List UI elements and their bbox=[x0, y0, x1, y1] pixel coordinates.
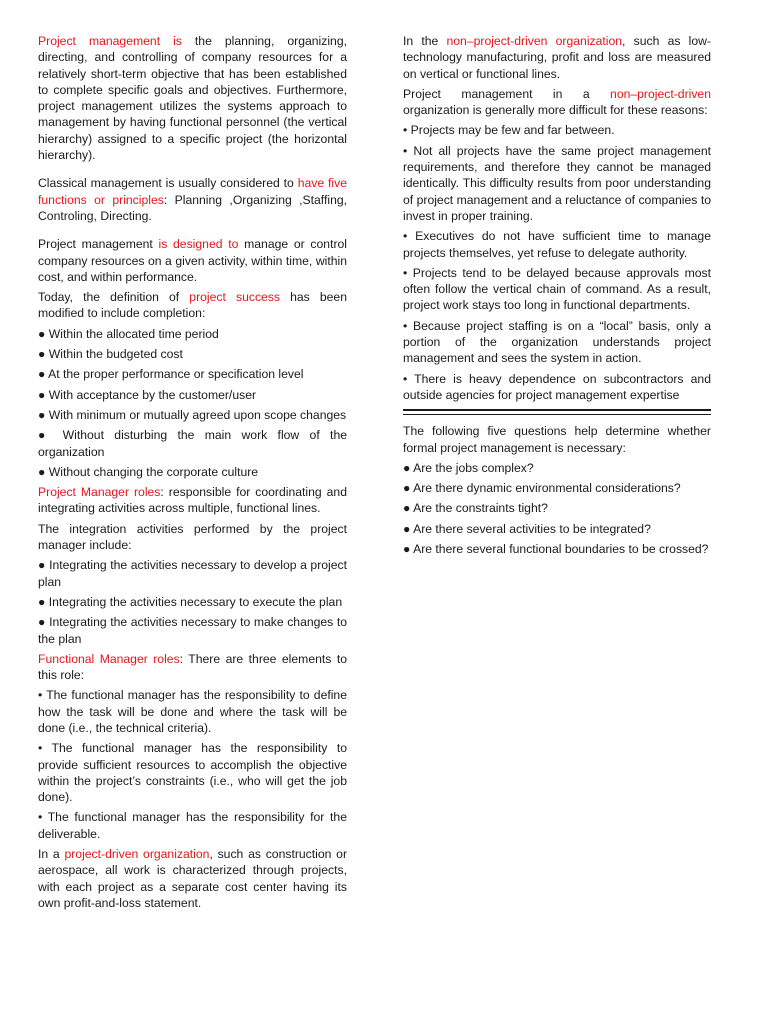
bullet-item: • Not all projects have the same project management requirements, and therefore they cannot be managed identically. This difficulty results from poor understanding of project management and a reluctance of companies to invest in proper training. bbox=[403, 143, 711, 223]
bullet-item: ● Integrating the activities necessary to execute the plan bbox=[38, 594, 343, 609]
bullet-item: ● Are the jobs complex? bbox=[403, 460, 534, 475]
paragraph-pm-roles: Project Manager roles: responsible for coordinating and integrating activities across multiple, functional lines. bbox=[38, 485, 347, 516]
paragraph-non-project-driven: In the non–project-driven organization, such as low-technology manufacturing, profit and loss are measured on vertical or functional lines. bbox=[403, 34, 711, 81]
bullet-item: ● Within the budgeted cost bbox=[38, 347, 183, 362]
highlight-term: have five functions or principles bbox=[38, 176, 347, 207]
bullet-item: • The functional manager has the responsibility for the deliverable. bbox=[38, 810, 347, 841]
paragraph-project-driven: In a project-driven organization, such as construction or aerospace, all work is characterized through projects, with each project as a separate cost center having its own profit-and-loss statement. bbox=[38, 847, 348, 910]
bullet-item: ● At the proper performance or specification level bbox=[38, 367, 304, 382]
bullet-item: ● Within the allocated time period bbox=[38, 326, 219, 341]
bullet-item: • The functional manager has the responsibility to provide sufficient resources to accomplish the objective within the project’s constraints (i.e., who will get the job done). bbox=[38, 741, 347, 805]
bullet-item: ● With minimum or mutually agreed upon scope changes bbox=[38, 407, 347, 422]
bullet-item: • Projects may be few and far between. bbox=[403, 123, 615, 138]
bullet-item: ● Are the constraints tight? bbox=[403, 501, 548, 516]
paragraph-integration-activities: The integration activities performed by the project manager include: bbox=[38, 521, 347, 553]
right-column bbox=[403, 33, 711, 561]
bullet-item: ● Are there several functional boundaries to be crossed? bbox=[403, 542, 709, 557]
paragraph-project-success: Today, the definition of project success has been modified to include completion: bbox=[38, 290, 347, 321]
bullet-item: ● Are there dynamic environmental considerations? bbox=[403, 481, 681, 496]
paragraph-difficulty-reasons: Project management in a non–project-driven organization is generally more difficult for these reasons: bbox=[403, 86, 711, 118]
highlight-term: Functional Manager roles bbox=[38, 651, 180, 666]
highlight-term: non–project-driven bbox=[610, 86, 711, 101]
paragraph-five-questions: The following five questions help determine whether formal project management is necessary: bbox=[403, 424, 711, 455]
highlight-term: project success bbox=[189, 290, 281, 305]
highlight-term: Project management is bbox=[38, 34, 182, 48]
paragraph-classical-management: Classical management is usually considered to have five functions or principles: Planning ,Organizing ,Staffing, Controling, Directing. bbox=[38, 176, 348, 223]
bullet-item: • Because project staffing is on a “local” basis, only a portion of the organization understands project management and sees the system in action. bbox=[403, 318, 711, 366]
paragraph-pm-definition: Project management is the planning, organizing, directing, and controlling of company resources for a relatively short-term objective that has been established to complete specific goals and objectives. Furthermore, project management utilizes the systems approach to management by having functional personnel (the vertical hierarchy) assigned to a specific project (the horizontal hierarchy). bbox=[38, 34, 347, 163]
highlight-term: project-driven organization bbox=[64, 847, 210, 862]
bullet-item: ● Without disturbing the main work flow of the organization bbox=[38, 428, 347, 459]
highlight-term: non–project-driven organization bbox=[446, 34, 623, 48]
section-divider bbox=[403, 409, 711, 415]
bullet-item: • Projects tend to be delayed because approvals most often follow the vertical chain of command. As a result, project work stays too long in functional departments. bbox=[403, 265, 711, 313]
bullet-item: ● Integrating the activities necessary to make changes to the plan bbox=[38, 615, 347, 646]
bullet-item: ● Are there several activities to be integrated? bbox=[403, 521, 651, 536]
bullet-item: • There is heavy dependence on subcontractors and outside agencies for project management expertise bbox=[403, 371, 711, 402]
paragraph-pm-designed: Project management is designed to manage or control company resources on a given activity, within time, within cost, and within performance. bbox=[38, 237, 347, 284]
paragraph-fm-roles: Functional Manager roles: There are three elements to this role: bbox=[38, 651, 347, 683]
bullet-item: ● Without changing the corporate culture bbox=[38, 464, 259, 479]
highlight-term: Project Manager roles bbox=[38, 485, 161, 500]
bullet-item: • Executives do not have sufficient time to manage projects themselves, yet refuse to delegate authority. bbox=[403, 229, 711, 260]
bullet-item: ● With acceptance by the customer/user bbox=[38, 387, 257, 402]
highlight-term: is designed to bbox=[158, 237, 239, 252]
left-column bbox=[38, 33, 347, 915]
bullet-item: ● Integrating the activities necessary to develop a project plan bbox=[38, 558, 347, 589]
bullet-item: • The functional manager has the responsibility to define how the task will be done and where the task will be done (i.e., the technical criteria). bbox=[38, 688, 347, 735]
